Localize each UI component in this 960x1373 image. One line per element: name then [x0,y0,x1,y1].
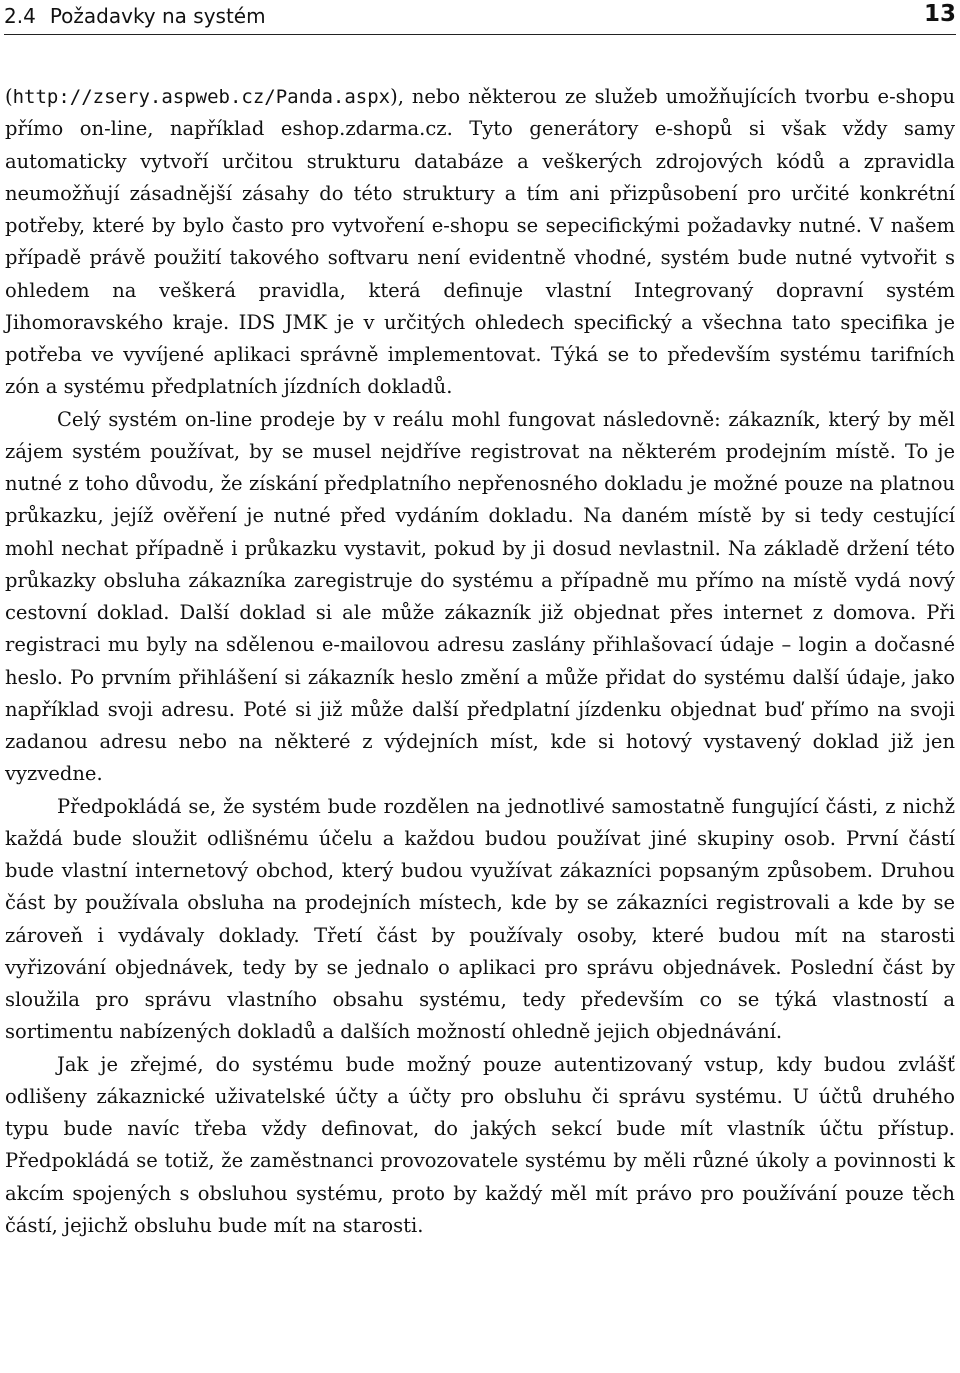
section-title: Požadavky na systém [49,4,266,28]
running-header [4,0,956,35]
page-number: 13 [923,1,956,27]
section-number: 2.4 [4,4,36,28]
paragraph-4: Jak je zřejmé, do systému bude možný pouze autentizovaný vstup, kdy budou zvlášť odlišeny zákaznické uživatelské účty a účty pro obsluhu či správu systému. U účtů druhého typu bude navíc třeba vždy definovat, do jakých sekcí bude mít vlastník účtu přístup. Předpokládá se totiž, že zaměstnanci provozovatele systému by měli různé úkoly a povinnosti k akcím spojených s obsluhou systému, proto by každý měl mít právo pro používání pouze těch částí, jejichž obsluhu bude mít na starosti. [5,1052,955,1237]
body-text [5,81,955,1242]
paragraph-1-text: ), nebo některou ze služeb umožňujících tvorbu e-shopu přímo on-line, například eshop.zdarma.cz. Tyto generátory e-shopů si však vždy samy automaticky vytvoří určitou strukturu databáze a veškerých zdrojových kódů a zpravidla neumožňují zásadnější zásahy do této struktury a tím ani přizpůsobení pro určité konkrétní potřeby, které by bylo často pro vytvoření e-shopu se sepecifickými požadavky nutné. V našem případě právě použití takového softvaru není evidentně vhodné, systém bude nutné vytvořit s ohledem na veškerá pravidla, která definuje vlastní Integrovaný dopravní systém Jihomoravského kraje. IDS JMK je v určitých ohledech specifický a všechna tato specifika je potřeba ve vyvíjené aplikaci správně implementovat. Týká se to především systému tarifních zón a systému předplatních jízdních dokladů. [5,85,955,399]
paragraph-2: Celý systém on-line prodeje by v reálu mohl fungovat následovně: zákazník, který by měl zájem systém používat, by se musel nejdříve registrovat na některém prodejním místě. To je nutné z toho důvodu, že získání předplatního nepřenosného dokladu je možné pouze na platnou průkazku, jejíž ověření je nutné před vydáním dokladu. Na daném místě by si tedy cestující mohl nechat případně i průkazku vystavit, pokud by ji dosud nevlastnil. Na základě držení této průkazky obsluha zákazníka zaregistruje do systému a případně mu přímo na místě vydá nový cestovní doklad. Další doklad si ale může zákazník již objednat přes internet z domova. Při registraci mu byly na sdělenou e-mailovou adresu zaslány přihlašovací údaje – login a dočasné heslo. Po prvním přihlášení si zákazník heslo změní a může přidat do systému další údaje, jako například svoji adresu. Poté si již může další předplatní jízdenku objednat buď přímo na svoji zadanou adresu nebo na některé z výdejních míst, kde si hotový vystavený doklad již jen vyzvedne. [5,407,955,786]
section-heading [4,4,266,28]
paragraph-1-prefix: ( [5,85,13,108]
paragraph-1 [5,81,955,404]
paragraph-3: Předpokládá se, že systém bude rozdělen na jednotlivé samostatně fungující části, z nichž každá bude sloužit odlišnému účelu a každou budou používat jiné skupiny osob. První částí bude vlastní internetový obchod, který budou využívat zákazníci popsaným způsobem. Druhou část by používala obsluha na prodejních místech, kde by se zákazníci registrovali a kde by se zároveň i vydávaly doklady. Třetí část by používaly osoby, které budou mít na starosti vyřizování objednávek, tedy by se jednalo o aplikaci pro správu objednávek. Poslední část by sloužila pro správu vlastního obsahu systému, tedy především co se týká vlastností a sortimentu nabízených dokladů a dalších možností ohledně jejich objednávání. [5,794,955,1044]
url-link: http://zsery.aspweb.cz/Panda.aspx [12,86,391,108]
